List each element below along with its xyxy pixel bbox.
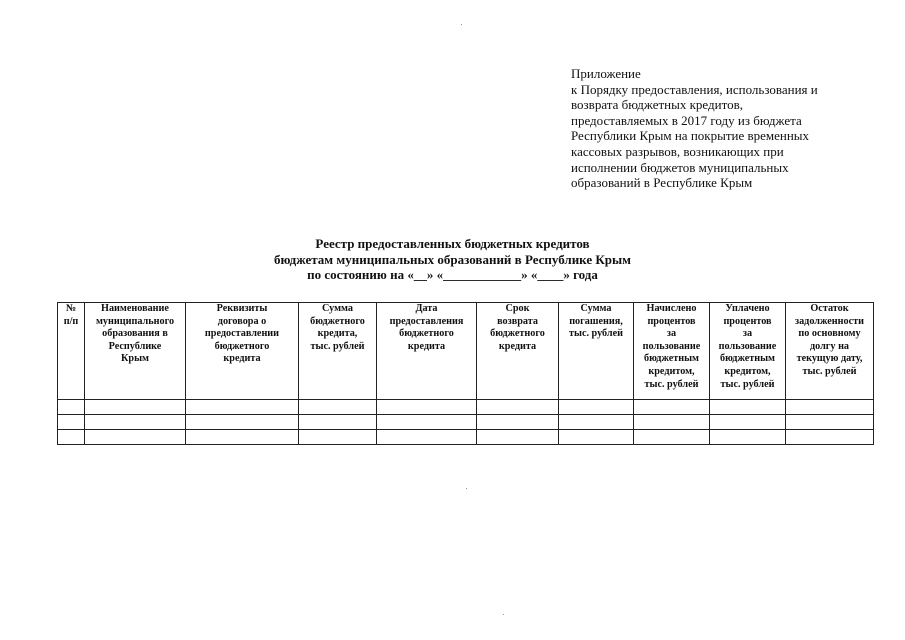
table-row — [58, 430, 874, 445]
table-cell — [85, 400, 186, 415]
table-cell — [559, 415, 634, 430]
scan-speck — [461, 24, 462, 25]
table-cell — [58, 400, 85, 415]
table-cell — [299, 400, 377, 415]
title-line-3: по состоянию на «__» «____________» «____» года — [307, 267, 598, 282]
document-title — [0, 236, 905, 283]
appendix-note — [571, 66, 818, 191]
table-cell — [710, 415, 786, 430]
table-cell — [477, 400, 559, 415]
registry-table — [57, 302, 874, 445]
table-cell — [786, 400, 874, 415]
column-header-interest-paid: Уплачено процентов за пользование бюджетным кредитом, тыс. рублей — [710, 303, 786, 400]
table-cell — [559, 430, 634, 445]
appendix-line: Приложение — [571, 66, 641, 81]
column-header-municipality: Наименование муниципального образования в Республике Крым — [85, 303, 186, 400]
column-header-repaid-amount: Сумма погашения, тыс. рублей — [559, 303, 634, 400]
appendix-line: кассовых разрывов, возникающих при — [571, 143, 784, 159]
appendix-line: Республики Крым на покрытие временных — [571, 128, 810, 144]
appendix-line: возврата бюджетных кредитов, — [571, 97, 743, 113]
table-cell — [634, 400, 710, 415]
table-cell — [299, 430, 377, 445]
table-row — [58, 415, 874, 430]
column-header-issue-date: Дата предоставления бюджетного кредита — [377, 303, 477, 400]
table-cell — [710, 400, 786, 415]
table-header-row — [58, 303, 874, 400]
table-cell — [477, 430, 559, 445]
table-cell — [786, 415, 874, 430]
title-line-1: Реестр предоставленных бюджетных кредитов — [315, 236, 590, 251]
column-header-credit-amount: Сумма бюджетного кредита, тыс. рублей — [299, 303, 377, 400]
table-cell — [186, 430, 299, 445]
table-cell — [634, 430, 710, 445]
table-cell — [377, 415, 477, 430]
table-cell — [377, 430, 477, 445]
table-cell — [58, 415, 85, 430]
title-line-2: бюджетам муниципальных образований в Республике Крым — [273, 251, 632, 267]
table-cell — [710, 430, 786, 445]
table-cell — [377, 400, 477, 415]
table-cell — [477, 415, 559, 430]
column-header-agreement-details: Реквизиты договора о предоставлении бюджетного кредита — [186, 303, 299, 400]
column-header-principal-balance: Остаток задолженности по основному долгу на текущую дату, тыс. рублей — [786, 303, 874, 400]
column-header-interest-accrued: Начислено процентов за пользование бюджетным кредитом, тыс. рублей — [634, 303, 710, 400]
appendix-line: к Порядку предоставления, использования и — [571, 81, 818, 97]
column-header-number: № п/п — [58, 303, 85, 400]
table-cell — [85, 430, 186, 445]
table-cell — [58, 430, 85, 445]
scan-speck — [503, 614, 504, 615]
table-cell — [186, 400, 299, 415]
table-cell — [634, 415, 710, 430]
appendix-line: образований в Республике Крым — [571, 175, 753, 191]
appendix-line: предоставляемых в 2017 году из бюджета — [571, 112, 802, 128]
table-cell — [786, 430, 874, 445]
column-header-repayment-term: Срок возврата бюджетного кредита — [477, 303, 559, 400]
table-cell — [299, 415, 377, 430]
table-row — [58, 400, 874, 415]
table-cell — [186, 415, 299, 430]
scan-speck — [466, 488, 467, 489]
table-cell — [85, 415, 186, 430]
table-cell — [559, 400, 634, 415]
appendix-line: исполнении бюджетов муниципальных — [571, 159, 789, 175]
